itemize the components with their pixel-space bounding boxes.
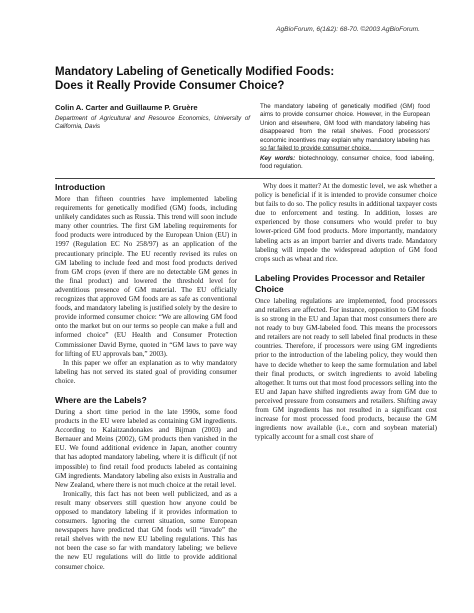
- section-heading-labels: Where are the Labels?: [55, 394, 147, 405]
- paper-title: [55, 65, 355, 93]
- author-affiliation: Department of Agricultural and Resource Economics, University of California, Davis: [55, 115, 250, 131]
- introduction-paragraph-1: More than fifteen countries have implemented labeling requirements for genetically modified (GM) foods, including unlikely candidates such as Russia. This trend will soon include many other countries. The first GM labeling requirements for food products were introduced by the European Union (EU) in 1997 (Regulation EC No 258/97) as an application of the precautionary principle. The EU recently revised its rules on GM labeling to include feed and most food products derived from GM crops (even if there are no detectable GM genes in the final product) and lowered the threshold level for adventitious presence of GM material. The EU officially recognizes that approved GM foods are as safe as conventional foods, and mandatory labeling is justified solely by the desire to provide informed consumer choice: “We are allowing GM food onto the market but on our terms so people can make a full and informed choice” (EU Health and Consumer Protection Commissioner David Byrne, quoted in “GM laws to pave way for lifting of EU approvals ban,” 2003).: [55, 195, 237, 358]
- processor-heading-line-1: Labeling Provides Processor and Retailer: [255, 272, 426, 283]
- processor-paragraph-1: Once labeling regulations are implemented, food processors and retailers are affected. For instance, opposition to GM foods is so strong in the EU and Japan that most consumers there are not ready to buy GM-labeled food. This means the processors and retailers are not ready to sell labeled final products in these countries. Therefore, if processors were using GM ingredients prior to the introduction of the labeling policy, they would then have to decide whether to keep the same formulation and label their final products, or switch ingredients to avoid labeling altogether. It turns out that most food processors selling into the EU and Japan have shifted ingredients away from GM due to perceived pressure from consumers and retailers. Shifting away from GM ingredients has not resulted in a significant cost increase for most processed food products, because the GM ingredients now available (i.e., corn and soybean material) typically account for a small cost share of: [255, 296, 437, 442]
- introduction-paragraph-2: In this paper we offer an explanation as to why mandatory labeling has not served its stated goal of providing consumer choice.: [55, 358, 237, 385]
- section-heading-introduction: Introduction: [55, 182, 106, 192]
- title-line-1: Mandatory Labeling of Genetically Modified Foods:: [55, 66, 335, 78]
- title-line-2: Does it Really Provide Consumer Choice?: [55, 80, 285, 92]
- header-divider: [55, 178, 435, 179]
- labels-paragraph-2: Ironically, this fact has not been well publicized, and as a result many observers still question how anyone could be opposed to mandatory labeling if it provides information to consumers. Ignoring the current situation, some European newspapers have predicted that GM foods will “invade” the retail shelves with the new EU labeling regulations. This has not been the case so far with mandatory labeling; we believe the new EU regulations will do little to provide additional consumer choice.: [55, 489, 237, 571]
- right-column: [255, 182, 437, 442]
- labels-paragraph-3: Why does it matter? At the domestic level, we ask whether a policy is beneficial if it is intended to provide consumer choice but fails to do so. The policy results in additional taxpayer costs due to enforcement and testing. In addition, losses are experienced by those consumers who would prefer to buy lower-priced GM food products. More importantly, mandatory labeling acts as an import barrier and diverts trade. Mandatory labeling will impede the widespread adoption of GM food crops such as wheat and rice.: [255, 182, 437, 263]
- keywords-divider: [260, 150, 434, 151]
- keywords-text: biotechnology, consumer choice, food labeling, food regulation.: [260, 155, 434, 171]
- section-heading-processor: [255, 273, 437, 295]
- abstract: The mandatory labeling of genetically modified (GM) food aims to provide consumer choice. However, in the European Union and elsewhere, GM food with mandatory labeling has disappeared from the retail shelves. Food processors' economic incentives may explain why mandatory labeling has so far failed to provide consumer choice.: [260, 103, 430, 153]
- journal-reference: AgBioForum, 6(1&2): 68-70. ©2003 AgBioForum.: [276, 26, 420, 33]
- left-column: [55, 182, 237, 572]
- labels-paragraph-1: During a short time period in the late 1990s, some food products in the EU were labeled as containing GM ingredients. According to Kalaitzandonakes and Bijman (2003) and Bernauer and Meins (2002), GM products then vanished in the EU. We found additional evidence in Japan, another country that has adopted mandatory labeling, where it is difficult (if not impossible) to find retail food products labeled as containing GM ingredients. Mandatory labeling also exists in Australia and New Zealand, where there is not much choice at the retail level.: [55, 407, 237, 489]
- keywords: [260, 155, 434, 172]
- processor-heading-line-2: Choice: [255, 283, 284, 294]
- author-names: Colin A. Carter and Guillaume P. Gruère: [55, 103, 198, 112]
- keywords-label: Key words:: [260, 155, 296, 162]
